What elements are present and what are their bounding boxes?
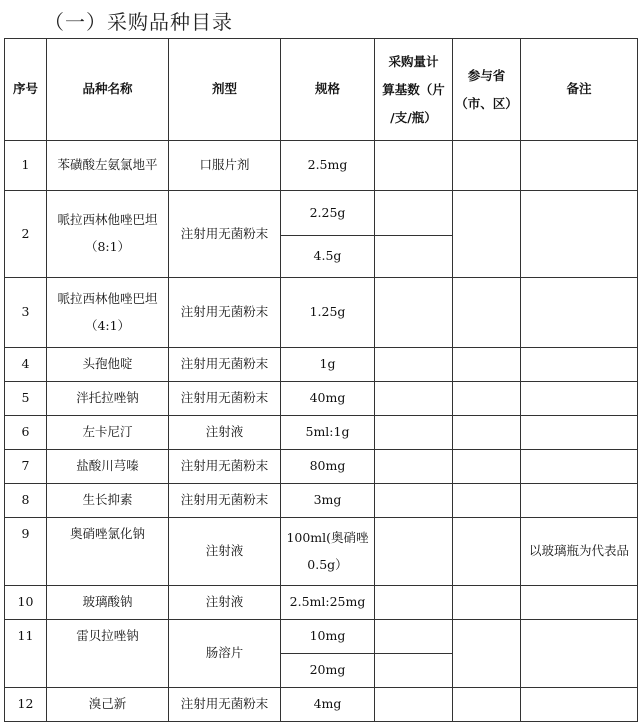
cell-provinces	[453, 620, 521, 688]
cell-form: 注射液	[169, 518, 281, 586]
header-row	[5, 39, 638, 141]
cell-provinces	[453, 382, 521, 416]
cell-spec: 1.25g	[281, 278, 375, 348]
section-title: （一）采购品种目录	[44, 10, 233, 34]
cell-remark	[521, 348, 638, 382]
header-name: 品种名称	[47, 39, 169, 141]
cell-spec: 40mg	[281, 382, 375, 416]
cell-form: 肠溶片	[169, 620, 281, 688]
cell-base-qty	[375, 416, 453, 450]
cell-name: 溴己新	[47, 688, 169, 722]
cell-base-qty	[375, 654, 453, 688]
header-dosage-form: 剂型	[169, 39, 281, 141]
cell-base-qty	[375, 586, 453, 620]
cell-base-qty	[375, 688, 453, 722]
cell-spec: 5ml:1g	[281, 416, 375, 450]
cell-spec: 10mg	[281, 620, 375, 654]
cell-base-qty	[375, 191, 453, 236]
table-row	[5, 518, 638, 586]
cell-name: 苯磺酸左氨氯地平	[47, 141, 169, 191]
cell-spec: 4.5g	[281, 236, 375, 278]
cell-base-qty	[375, 141, 453, 191]
cell-base-qty	[375, 382, 453, 416]
cell-provinces	[453, 484, 521, 518]
table-row	[5, 348, 638, 382]
cell-base-qty	[375, 236, 453, 278]
table-row	[5, 450, 638, 484]
cell-name: 哌拉西林他唑巴坦 （8:1）	[47, 191, 169, 278]
cell-base-qty	[375, 450, 453, 484]
cell-seq: 9	[5, 518, 47, 586]
table-row	[5, 586, 638, 620]
cell-remark	[521, 688, 638, 722]
cell-provinces	[453, 688, 521, 722]
header-provinces: 参与省 （市、区）	[453, 39, 521, 141]
cell-provinces	[453, 518, 521, 586]
procurement-catalog-table	[4, 38, 638, 722]
table-row	[5, 416, 638, 450]
cell-remark	[521, 586, 638, 620]
cell-name: 哌拉西林他唑巴坦 （4:1）	[47, 278, 169, 348]
cell-spec: 80mg	[281, 450, 375, 484]
table-row	[5, 688, 638, 722]
cell-name: 头孢他啶	[47, 348, 169, 382]
cell-form: 注射液	[169, 416, 281, 450]
cell-spec: 100ml(奥硝唑 0.5g）	[281, 518, 375, 586]
cell-name: 盐酸川芎嗪	[47, 450, 169, 484]
cell-provinces	[453, 191, 521, 278]
cell-provinces	[453, 278, 521, 348]
cell-remark	[521, 484, 638, 518]
table-row	[5, 382, 638, 416]
cell-provinces	[453, 348, 521, 382]
cell-provinces	[453, 450, 521, 484]
cell-spec: 20mg	[281, 654, 375, 688]
cell-remark	[521, 416, 638, 450]
cell-remark	[521, 382, 638, 416]
cell-seq: 10	[5, 586, 47, 620]
cell-form: 注射用无菌粉末	[169, 382, 281, 416]
cell-seq: 11	[5, 620, 47, 688]
cell-remark	[521, 191, 638, 278]
cell-base-qty	[375, 348, 453, 382]
cell-spec: 2.5ml:25mg	[281, 586, 375, 620]
cell-remark	[521, 620, 638, 688]
table-row	[5, 141, 638, 191]
cell-provinces	[453, 141, 521, 191]
cell-base-qty	[375, 620, 453, 654]
cell-spec: 2.25g	[281, 191, 375, 236]
cell-remark	[521, 141, 638, 191]
cell-provinces	[453, 586, 521, 620]
cell-seq: 12	[5, 688, 47, 722]
header-spec: 规格	[281, 39, 375, 141]
cell-spec: 4mg	[281, 688, 375, 722]
cell-provinces	[453, 416, 521, 450]
cell-form: 注射用无菌粉末	[169, 191, 281, 278]
cell-seq: 5	[5, 382, 47, 416]
table-row	[5, 620, 638, 654]
cell-name: 雷贝拉唑钠	[47, 620, 169, 688]
cell-base-qty	[375, 278, 453, 348]
table-row	[5, 191, 638, 236]
cell-seq: 3	[5, 278, 47, 348]
cell-remark	[521, 450, 638, 484]
cell-seq: 8	[5, 484, 47, 518]
cell-form: 注射用无菌粉末	[169, 688, 281, 722]
cell-seq: 1	[5, 141, 47, 191]
cell-seq: 4	[5, 348, 47, 382]
cell-name: 生长抑素	[47, 484, 169, 518]
cell-name: 玻璃酸钠	[47, 586, 169, 620]
header-seq: 序号	[5, 39, 47, 141]
cell-name: 左卡尼汀	[47, 416, 169, 450]
table-row	[5, 484, 638, 518]
cell-form: 注射液	[169, 586, 281, 620]
cell-base-qty	[375, 484, 453, 518]
cell-spec: 2.5mg	[281, 141, 375, 191]
cell-form: 注射用无菌粉末	[169, 450, 281, 484]
cell-remark	[521, 278, 638, 348]
cell-spec: 3mg	[281, 484, 375, 518]
cell-name: 泮托拉唑钠	[47, 382, 169, 416]
cell-base-qty	[375, 518, 453, 586]
table-row	[5, 278, 638, 348]
cell-remark: 以玻璃瓶为代表品	[521, 518, 638, 586]
cell-form: 注射用无菌粉末	[169, 484, 281, 518]
cell-seq: 7	[5, 450, 47, 484]
cell-seq: 2	[5, 191, 47, 278]
cell-form: 注射用无菌粉末	[169, 348, 281, 382]
header-remark: 备注	[521, 39, 638, 141]
cell-form: 注射用无菌粉末	[169, 278, 281, 348]
cell-form: 口服片剂	[169, 141, 281, 191]
cell-name: 奥硝唑氯化钠	[47, 518, 169, 586]
header-base-qty: 采购量计 算基数（片 /支/瓶）	[375, 39, 453, 141]
cell-seq: 6	[5, 416, 47, 450]
cell-spec: 1g	[281, 348, 375, 382]
